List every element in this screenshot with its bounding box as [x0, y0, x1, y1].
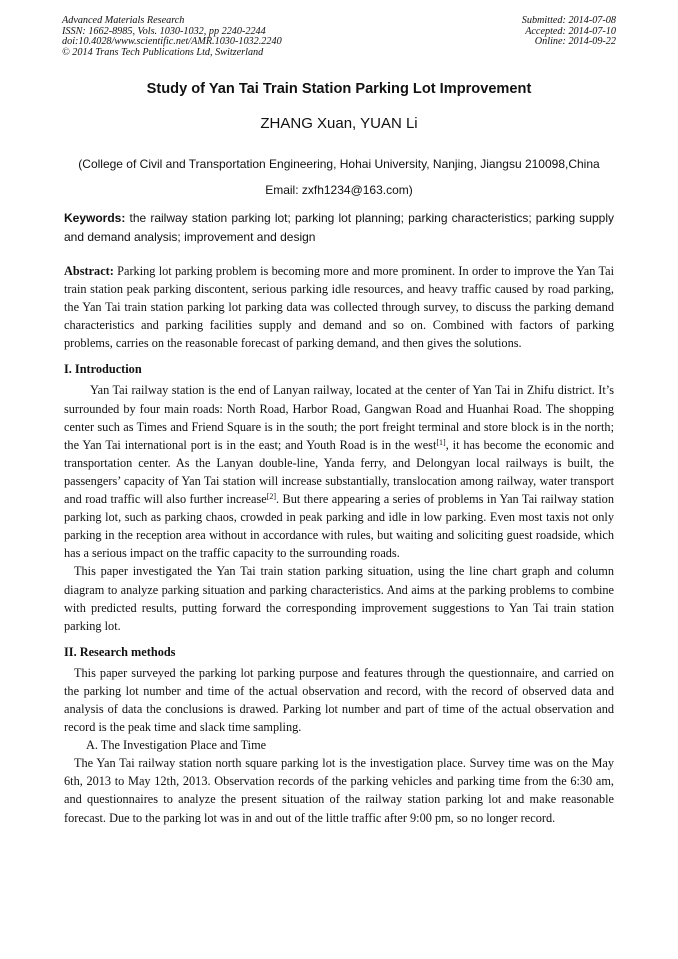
copyright-line: © 2014 Trans Tech Publications Ltd, Switzerland: [62, 46, 264, 58]
methods-paragraph-1: This paper surveyed the parking lot parking purpose and features through the questionnaire, and carried on the parking lot number and time of the actual observation and record, with the record of observed data and analysis of data the conclusions is drawed. Parking lot number and part of time of the actual observation and record is the peak time and slack time sampling.: [64, 665, 614, 735]
abstract: [64, 262, 614, 352]
methods-paragraph-2: The Yan Tai railway station north square parking lot is the investigation place. Survey time was on the May 6th, 2013 to May 12th, 2013. Observation records of the parking vehicles and parking time from the 6:30 am, and questionnaires to analyze the present situation of the railway station parking lot and make reasonable forecast. Due to the parking lot was in and out of the little traffic after 9:00 pm, so no longer record.: [64, 756, 614, 825]
intro-text-c: . But there appearing a series of problems in Yan Tai railway station parking lot, such as parking chaos, crowded in peak parking and idle in low parking. Even most taxis not only parking in the reception area without in accordance with rules, but waiting and soliciting guest roadside, which has a serious impact on the traffic capacity to the surrounding roads.: [64, 492, 614, 561]
keywords-label: Keywords:: [64, 211, 126, 225]
keywords: [64, 209, 614, 247]
section-heading-methods: II. Research methods: [64, 644, 176, 659]
submitted-date: Submitted: 2014-07-08: [521, 15, 616, 26]
intro-text-a: Yan Tai railway station is the end of Lanyan railway, located at the center of Yan Tai in Zhifu district. It’s surrounded by four main roads: North Road, Harbor Road, Gangwan Road and Huanhai Road. The shopping center such as Times and Friend Square is in the south; the port freight terminal and store block is in the north; the Yan Tai international port is in the east; and Youth Road is in the west: [64, 383, 614, 452]
accepted-date: Accepted: 2014-07-10: [525, 25, 616, 37]
paper-body: [64, 262, 614, 827]
email: Email: zxfh1234@163.com): [265, 183, 413, 197]
citation-1: [1]: [436, 437, 446, 447]
affiliation-block: [40, 151, 638, 203]
section-heading-introduction: I. Introduction: [64, 362, 142, 377]
affiliation: (College of Civil and Transportation Engineering, Hohai University, Nanjing, Jiangsu 210098,China: [78, 157, 600, 171]
journal-info: [62, 16, 282, 58]
paper-title: Study of Yan Tai Train Station Parking Lot Improvement: [146, 81, 532, 97]
intro-text-b: , it has become the economic and transportation center. As the Lanyan double-line, Yanda ferry, and Delongyan local railways is built, the passengers’ capacity of Yan Tai station will increase substantially, translocation among railway, water transport and road traffic will also further increase: [64, 437, 614, 507]
abstract-text: Parking lot parking problem is becoming more and more prominent. In order to improve the Yan Tai train station peak parking discontent, serious parking idle resources, and heavy traffic caused by road parking, the Yan Tai train station parking lot parking data was collected through survey, to discuss the parking demand characteristics and parking facilities supply and demand and so on. Combined with factors of parking problems, carries on the reasonable forecast of parking demand, and then gives the solutions.: [64, 264, 614, 351]
online-date: Online: 2014-09-22: [534, 36, 616, 48]
intro-paragraph-2: This paper investigated the Yan Tai train station parking situation, using the line chart graph and column diagram to analyze parking situation and parking characteristics. And aims at the parking problems to combine with predicted results, putting forward the corresponding improvement suggestions to Yan Tai train station parking lot.: [64, 564, 614, 633]
intro-paragraph-1: [64, 381, 614, 562]
publication-dates: [522, 16, 616, 48]
journal-name: Advanced Materials Research: [62, 15, 185, 26]
doi-line: doi:10.4028/www.scientific.net/AMR.1030-1032.2240: [62, 36, 282, 48]
subsection-heading-a: A. The Investigation Place and Time: [86, 738, 267, 753]
authors: ZHANG Xuan, YUAN Li: [260, 115, 418, 132]
keywords-text: the railway station parking lot; parking lot planning; parking characteristics; parking supply and demand analysis; improvement and design: [64, 211, 614, 244]
abstract-label: Abstract:: [64, 264, 114, 278]
issn-line: ISSN: 1662-8985, Vols. 1030-1032, pp 2240-2244: [62, 25, 266, 37]
citation-2: [2]: [266, 492, 277, 502]
